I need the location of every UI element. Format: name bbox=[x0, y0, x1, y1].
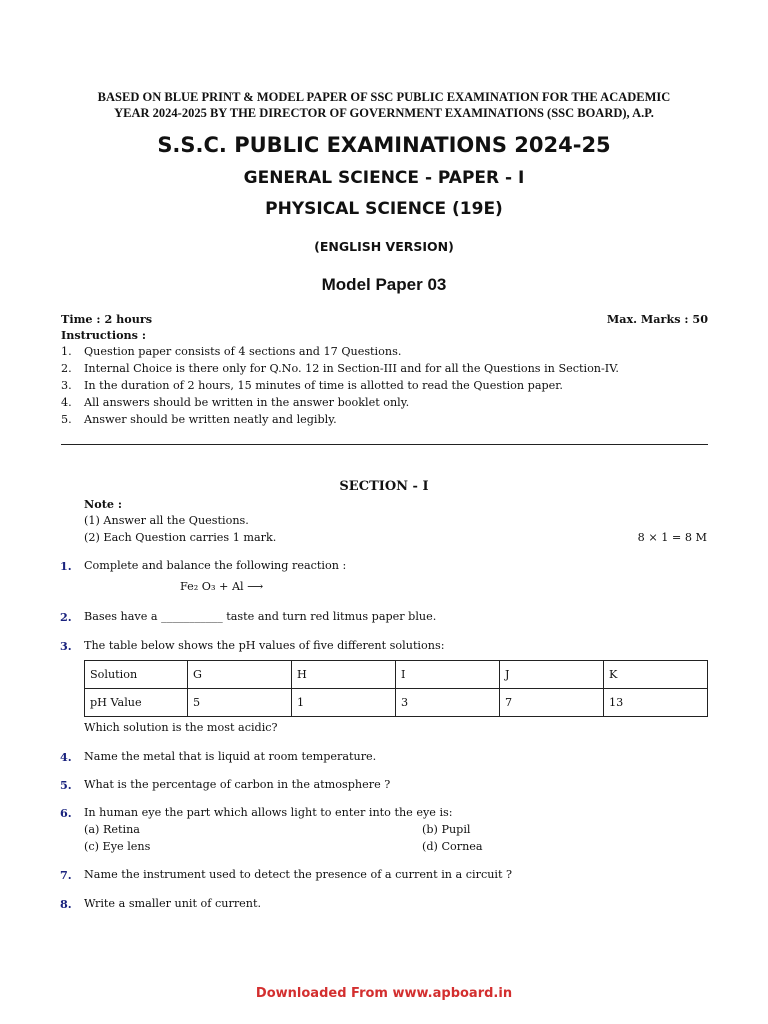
table-cell: 13 bbox=[604, 689, 708, 717]
header-line-2: YEAR 2024-2025 BY THE DIRECTOR OF GOVERNMENT EXAMINATIONS (SSC BOARD), A.P. bbox=[114, 106, 654, 120]
ph-table bbox=[84, 660, 708, 717]
question-followup: Which solution is the most acidic? bbox=[84, 721, 278, 734]
table-cell: 1 bbox=[292, 689, 396, 717]
chemical-equation: Fe₂ O₃ + Al ⟶ bbox=[180, 580, 264, 593]
table-cell: Solution bbox=[85, 661, 188, 689]
instruction-number: 5. bbox=[61, 413, 72, 426]
table-cell: 7 bbox=[500, 689, 604, 717]
exam-title: S.S.C. PUBLIC EXAMINATIONS 2024-25 bbox=[157, 133, 611, 157]
instruction-number: 4. bbox=[61, 396, 72, 409]
model-paper-title: Model Paper 03 bbox=[321, 275, 447, 294]
version-label: (ENGLISH VERSION) bbox=[314, 239, 454, 254]
max-marks-label: Max. Marks : 50 bbox=[606, 312, 708, 326]
table-row bbox=[85, 661, 708, 689]
question-text: Name the metal that is liquid at room temperature. bbox=[84, 750, 377, 763]
instruction-number: 3. bbox=[61, 379, 72, 392]
option-b: (b) Pupil bbox=[422, 823, 471, 836]
question-number: 4. bbox=[60, 750, 72, 764]
table-row bbox=[85, 689, 708, 717]
subject-title: PHYSICAL SCIENCE (19E) bbox=[265, 199, 503, 219]
question-number: 5. bbox=[60, 778, 72, 792]
instruction-text: In the duration of 2 hours, 15 minutes of time is allotted to read the Question paper. bbox=[84, 379, 563, 392]
question-number: 2. bbox=[60, 610, 72, 624]
header-line-1: BASED ON BLUE PRINT & MODEL PAPER OF SSC PUBLIC EXAMINATION FOR THE ACADEMIC bbox=[97, 90, 671, 104]
table-cell: J bbox=[500, 661, 604, 689]
note-label: Note : bbox=[84, 497, 122, 511]
divider bbox=[61, 444, 708, 445]
option-d: (d) Cornea bbox=[422, 840, 483, 853]
question-number: 7. bbox=[60, 868, 72, 882]
instruction-text: Answer should be written neatly and legibly. bbox=[84, 413, 337, 426]
instruction-number: 1. bbox=[61, 345, 72, 358]
note-item: (2) Each Question carries 1 mark. bbox=[84, 531, 277, 544]
section-marks: 8 × 1 = 8 M bbox=[637, 531, 707, 544]
download-source-footer: Downloaded From www.apboard.in bbox=[255, 986, 513, 1001]
table-cell: K bbox=[604, 661, 708, 689]
table-cell: I bbox=[396, 661, 500, 689]
note-item: (1) Answer all the Questions. bbox=[84, 514, 249, 527]
section-title: SECTION - I bbox=[339, 479, 429, 494]
question-number: 3. bbox=[60, 639, 72, 653]
question-number: 6. bbox=[60, 806, 72, 820]
instruction-number: 2. bbox=[61, 362, 72, 375]
table-cell: G bbox=[188, 661, 292, 689]
option-c: (c) Eye lens bbox=[84, 840, 151, 853]
table-cell: pH Value bbox=[85, 689, 188, 717]
question-text: The table below shows the pH values of five different solutions: bbox=[84, 639, 445, 652]
table-cell: H bbox=[292, 661, 396, 689]
instruction-text: Internal Choice is there only for Q.No. 12 in Section-III and for all the Questions in Section-IV. bbox=[84, 362, 619, 375]
option-a: (a) Retina bbox=[84, 823, 140, 836]
question-text: Complete and balance the following reaction : bbox=[84, 559, 347, 572]
time-label: Time : 2 hours bbox=[61, 312, 153, 326]
table-cell: 5 bbox=[188, 689, 292, 717]
question-text: What is the percentage of carbon in the atmosphere ? bbox=[84, 778, 391, 791]
question-text: Write a smaller unit of current. bbox=[84, 897, 262, 910]
question-text: Bases have a ___________ taste and turn red litmus paper blue. bbox=[84, 610, 437, 623]
question-text: Name the instrument used to detect the presence of a current in a circuit ? bbox=[84, 868, 513, 881]
instruction-text: Question paper consists of 4 sections and 17 Questions. bbox=[84, 345, 402, 358]
instructions-label: Instructions : bbox=[61, 328, 147, 342]
question-text: In human eye the part which allows light to enter into the eye is: bbox=[84, 806, 453, 819]
paper-title: GENERAL SCIENCE - PAPER - I bbox=[243, 168, 525, 188]
instruction-text: All answers should be written in the answer booklet only. bbox=[84, 396, 410, 409]
question-number: 8. bbox=[60, 897, 72, 911]
table-cell: 3 bbox=[396, 689, 500, 717]
question-number: 1. bbox=[60, 559, 72, 573]
